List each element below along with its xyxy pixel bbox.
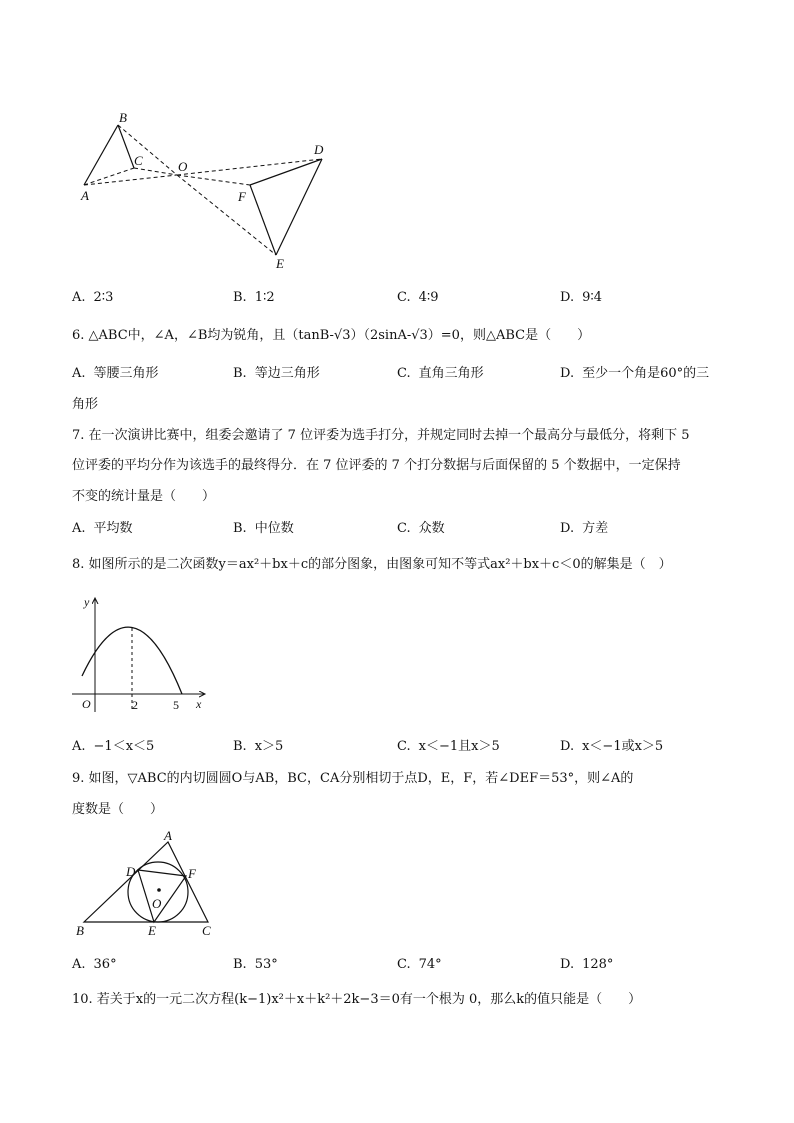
q7-option-b: B. 中位数 [233,521,294,536]
label-origin: O [82,697,91,711]
q6-option-a: A. 等腰三角形 [72,366,159,381]
q5-option-c: C. 4∶9 [397,290,439,305]
label-o: O [178,159,188,174]
label-a: A [164,830,172,843]
center-dot [157,888,161,892]
q6-option-d-continued: 角形 [72,397,99,412]
label-f: F [188,866,196,881]
q5-option-a: A. 2∶3 [72,290,114,305]
label-o: O [152,896,162,911]
q9-stem-line-2: 度数是（ ） [72,802,164,817]
q7-stem-line-1: 7. 在一次演讲比赛中，组委会邀请了 7 位评委为选手打分，并规定同时去掉一个最高分与最低分，将剩下 5 [72,428,690,443]
q8-option-a: A. −1＜x＜5 [72,739,155,754]
q7-stem-line-3: 不变的统计量是（ ） [72,489,216,504]
label-b: B [119,110,127,125]
q8-stem: 8. 如图所示的是二次函数y＝ax²＋bx＋c的部分图象，由图象可知不等式ax²＋bx＋c＜0的解集是（ ） [72,557,672,572]
tick-label-2: 2 [132,698,138,712]
q5-option-b: B. 1∶2 [233,290,275,305]
q5-option-d: D. 9∶4 [560,290,603,305]
q6-option-b: B. 等边三角形 [233,366,320,381]
q7-option-c: C. 众数 [397,521,445,536]
q6-option-d: D. 至少一个角是60°的三 [560,366,710,381]
label-c: C [134,153,143,168]
q9-option-d: D. 128° [560,957,614,972]
q7-option-a: A. 平均数 [72,521,133,536]
dashed-co [134,168,177,175]
q7-option-d: D. 方差 [560,521,609,536]
label-c: C [202,923,211,938]
dashed-of [177,175,250,185]
segment-fe [250,185,276,255]
label-a: A [81,188,89,203]
figure-q5-triangles [70,108,340,273]
triangle-abc [84,842,208,922]
figure-q8-parabola [70,590,215,720]
q8-option-b: B. x＞5 [233,739,284,754]
label-f: F [238,189,246,204]
q8-option-d: D. x＜−1或x＞5 [560,739,664,754]
q7-stem-line-2: 位评委的平均分作为该选手的最终得分．在 7 位评委的 7 个打分数据与后面保留的 5 个数据中，一定保持 [72,458,681,473]
q9-option-a: A. 36° [72,957,117,972]
label-e: E [148,923,156,938]
label-e: E [276,256,284,271]
label-d: D [314,142,324,157]
incircle [128,862,188,922]
q6-stem: 6. △ABC中，∠A，∠B均为锐角，且（tanB-√3）（2sinA-√3）=0，则△ABC是（ ） [72,328,591,343]
segment-ab [84,125,118,185]
q9-option-b: B. 53° [233,957,278,972]
q10-stem: 10. 若关于x的一元二次方程(k−1)x²＋x＋k²＋2k−3＝0有一个根为 0，那么k的值只能是（ ） [72,992,642,1007]
tick-label-5: 5 [173,698,179,712]
q8-option-c: C. x＜−1且x＞5 [397,739,500,754]
q6-option-c: C. 直角三角形 [397,366,484,381]
q9-option-c: C. 74° [397,957,442,972]
label-d: D [126,864,136,879]
label-y: y [84,595,90,609]
figure-q9-incircle [72,830,222,940]
q9-stem-line-1: 9. 如图，▽ABC的内切圆圆O与AB，BC，CA分别相切于点D，E，F，若∠DEF＝53°，则∠A的 [72,771,634,786]
label-x: x [196,697,202,711]
label-b: B [76,923,84,938]
